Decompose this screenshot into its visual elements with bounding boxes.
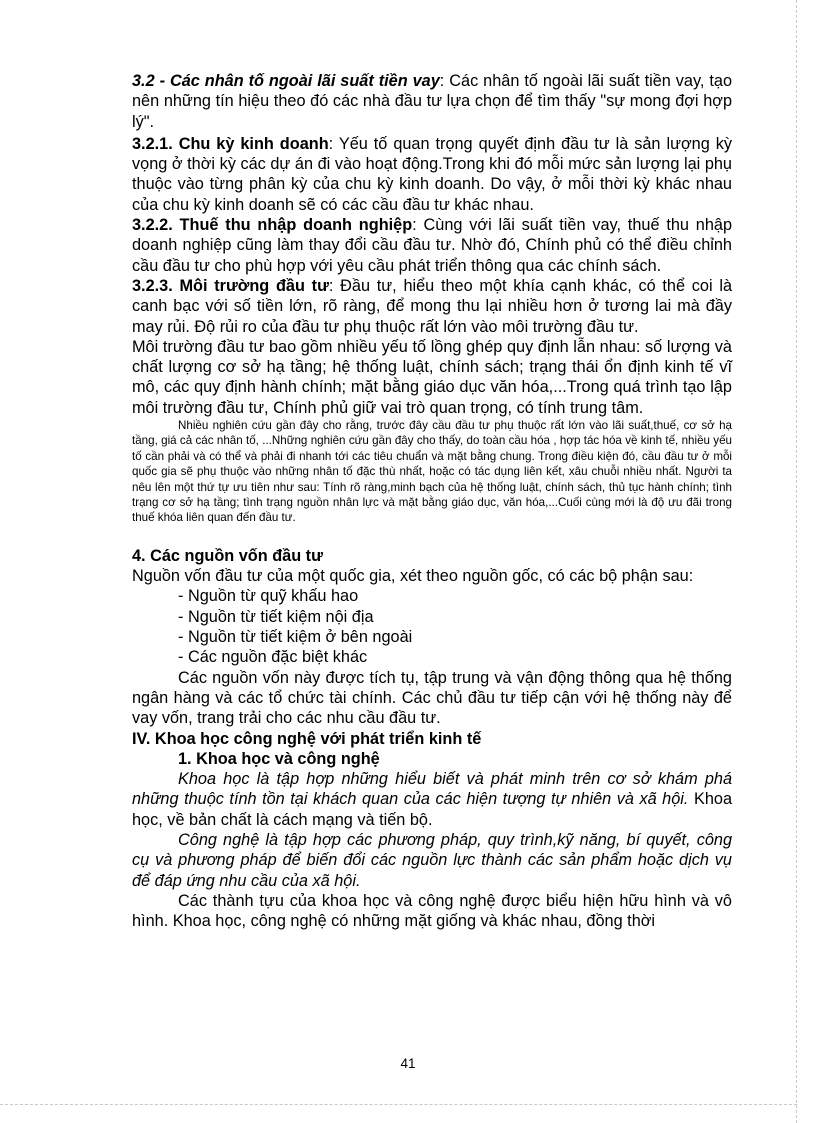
section-3-2-2-body: : Cùng với lãi suất tiền vay, thuế thu nhập doanh nghiệp cũng làm thay đổi cầu đầu tư. Nhờ đó, Chính phủ có thể điều chỉnh cầu đầu tư cho phù hợp với yêu cầu phát triển thông qua các chính sách. xyxy=(132,216,732,275)
section-3-2-3-paragraph xyxy=(132,276,732,337)
list-item: - Nguồn từ tiết kiệm ở bên ngoài xyxy=(178,628,413,647)
page-margin-guide-vertical xyxy=(796,0,797,1123)
investment-environment-paragraph: Môi trường đầu tư bao gồm nhiều yếu tố lồng ghép quy định lẫn nhau: số lượng và chất lượng cơ sở hạ tầng; hệ thống luật, chính sách; trạng thái ổn định kinh tế vĩ mô, các quy định hành chính; mặt bằng giáo dục văn hóa,...Trong quá trình tạo lập môi trường đầu tư, Chính phủ giữ vai trò quan trọng, có tính trung tâm. xyxy=(132,337,732,417)
section-3-2-paragraph xyxy=(132,71,732,132)
section-3-2-3-body: : Đầu tư, hiểu theo một khía cạnh khác, có thể coi là canh bạc với số tiền lớn, rõ ràng, để mong thu lại nhiều hơn ở tương lai mà đầy may rủi. Độ rủi ro của đầu tư phụ thuộc rất lớn vào môi trường đầu tư. xyxy=(132,276,732,336)
list-item: - Nguồn từ quỹ khấu hao xyxy=(178,587,359,606)
science-nature: Khoa học, về bản chất là cách mạng và tiến bộ. xyxy=(132,790,732,829)
section-3-2-2-heading: 3.2.2. Thuế thu nhập doanh nghiệp xyxy=(132,216,413,235)
research-note-paragraph: Nhiều nghiên cứu gần đây cho rằng, trước đây cầu đầu tư phụ thuộc rất lớn vào lãi suất,thuế, cơ sở hạ tầng, giá cả các nhân tố, ...Những nghiên cứu gần đây cho thấy, do toàn cầu hóa , hợp tác hóa về kinh tế, nhiều yếu tố cần phải và có thể và phải đi nhanh tới các tiêu chuẩn và mặt bằng chung. Trong điều kiện đó, cầu đầu tư ở mỗi quốc gia sẽ phụ thuộc vào những nhân tố đặc thù nhất, hoặc có tác dụng liên kết, xâu chuỗi nhiều nhất. Người ta nêu lên một thứ tự ưu tiên như sau: Tính rõ ràng,minh bạch của hệ thống luật, chính sách, thủ tục hành chính; tình trạng cơ sở hạ tầng; tình trạng nguồn nhân lực và mặt bằng giáo dục, văn hóa,...Cuối cùng mới là độ ưu đãi trong thuế khóa liên quan đến đầu tư. xyxy=(132,419,732,525)
science-definition-paragraph xyxy=(132,769,732,830)
list-item: - Nguồn từ tiết kiệm nội địa xyxy=(178,607,374,626)
section-3-2-1-heading: 3.2.1. Chu kỳ kinh doanh xyxy=(132,134,329,153)
section-3-2-1-body: : Yếu tố quan trọng quyết định đầu tư là sản lượng kỳ vọng ở thời kỳ các dự án đi vào hoạt động.Trong khi đó mỗi mức sản lượng lại phụ thuộc vào từng phân kỳ của chu kỳ kinh doanh. Do vậy, ở mỗi thời kỳ khác nhau của chu kỳ kinh doanh sẽ có các cầu đầu tư khác nhau. xyxy=(132,134,732,214)
section-3-2-body: : Các nhân tố ngoài lãi suất tiền vay, tạo nên những tín hiệu theo đó các nhà đầu tư lựa chọn để tìm thấy "sự mong đợi hợp lý". xyxy=(132,72,733,131)
section-3-2-2-paragraph xyxy=(132,215,732,276)
page-margin-guide-horizontal xyxy=(0,1104,797,1105)
section-3-2-1-paragraph xyxy=(132,134,732,215)
science-definition: Khoa học là tập hợp những hiểu biết và phát minh trên cơ sở khám phá những thuộc tính tồn tại khách quan của các hiện tượng tự nhiên và xã hội. xyxy=(132,770,732,809)
section-3-2-heading: 3.2 - Các nhân tố ngoài lãi suất tiền vay xyxy=(132,72,440,90)
list-item: - Các nguồn đặc biệt khác xyxy=(178,648,368,667)
page-content xyxy=(132,71,732,932)
section-4-intro: Nguồn vốn đầu tư của một quốc gia, xét theo nguồn gốc, có các bộ phận sau: xyxy=(132,567,694,586)
section-4-heading: 4. Các nguồn vốn đầu tư xyxy=(132,546,323,565)
section-3-2-3-heading: 3.2.3. Môi trường đầu tư xyxy=(132,276,329,295)
technology-definition-paragraph: Công nghệ là tập hợp các phương pháp, quy trình,kỹ năng, bí quyết, công cụ và phương pháp để biến đổi các nguồn lực thành các sản phẩm hoặc dịch vụ để đáp ứng nhu cầu của xã hội. xyxy=(132,831,732,890)
section-4-closing-paragraph: Các nguồn vốn này được tích tụ, tập trung và vận động thông qua hệ thống ngân hàng và các tổ chức tài chính. Các chủ đầu tư tiếp cận với hệ thống này để vay vốn, trang trải cho các nhu cầu đầu tư. xyxy=(132,668,732,728)
section-iv-heading: IV. Khoa học công nghệ với phát triển kinh tế xyxy=(132,729,482,748)
section-iv-1-subheading: 1. Khoa học và công nghệ xyxy=(178,749,380,768)
achievements-paragraph: Các thành tựu của khoa học và công nghệ được biểu hiện hữu hình và vô hình. Khoa học, công nghệ có những mặt giống và khác nhau, đồng thời xyxy=(132,891,732,931)
page-number: 41 xyxy=(400,1056,416,1071)
